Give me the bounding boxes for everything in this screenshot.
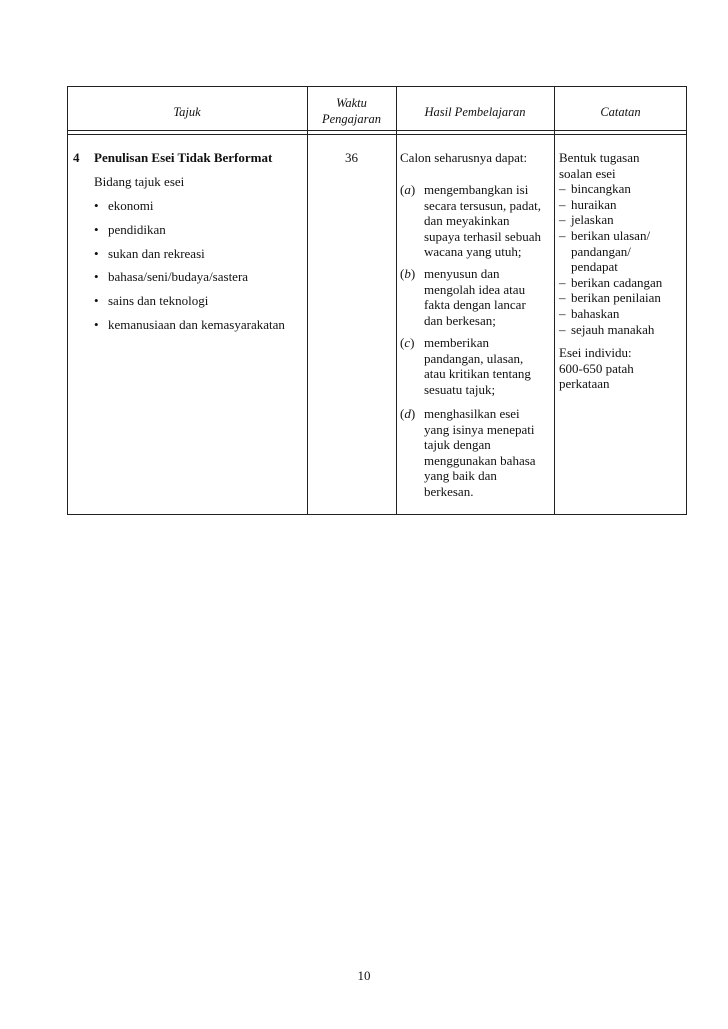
outcome-line: dan berkesan; — [424, 312, 496, 328]
outcome-line: mengembangkan isi — [424, 182, 529, 197]
note-text: huraikan — [571, 196, 617, 212]
outcome-item — [400, 335, 552, 397]
outcome-line: berkesan. — [424, 483, 474, 499]
note-item — [559, 306, 687, 322]
bullet-icon: • — [94, 246, 99, 261]
note-text: berikan cadangan — [571, 274, 663, 290]
column-divider — [554, 86, 555, 515]
outcome-line: sesuatu tajuk; — [424, 381, 496, 397]
dash-icon: – — [559, 290, 566, 306]
note-text: sejauh manakah — [571, 321, 655, 337]
note-text: jelaskan — [571, 212, 614, 228]
notes-intro-line: soalan esei — [559, 165, 616, 181]
outcome-item — [400, 182, 552, 260]
list-item — [94, 222, 166, 238]
note-item — [559, 322, 687, 338]
dash-icon: – — [559, 274, 566, 290]
outcome-tag: (a) — [400, 182, 416, 197]
individual-line: perkataan — [559, 376, 610, 392]
note-item — [559, 181, 687, 197]
outcome-line: mengolah idea atau — [424, 281, 526, 297]
dash-icon: – — [559, 321, 566, 337]
bullet-text: sukan dan rekreasi — [108, 246, 205, 261]
bullet-icon: • — [94, 293, 99, 308]
outcome-line: menghasilkan esei — [424, 406, 520, 421]
bullet-icon: • — [94, 269, 99, 284]
row-number: 4 — [73, 150, 80, 165]
outcome-tag-letter: c — [404, 335, 411, 350]
header-divider — [67, 130, 687, 135]
note-text: bahaskan — [571, 305, 620, 321]
outcome-line: menggunakan bahasa — [424, 452, 536, 468]
note-text: berikan ulasan/ — [571, 227, 651, 243]
notes-cell — [559, 150, 687, 392]
syllabus-table — [67, 86, 687, 515]
teaching-hours: 36 — [345, 150, 358, 165]
note-item — [559, 275, 687, 291]
bullet-text: bahasa/seni/budaya/sastera — [108, 269, 249, 284]
bullet-text: kemanusiaan dan kemasyarakatan — [108, 317, 285, 332]
outcome-line: wacana yang utuh; — [424, 244, 522, 260]
outcome-line: atau kritikan tentang — [424, 366, 531, 382]
notes-intro-line: Bentuk tugasan — [559, 150, 640, 165]
bullet-text: ekonomi — [108, 198, 154, 213]
list-item — [94, 317, 285, 333]
dash-icon: – — [559, 196, 566, 212]
header-hasil: Hasil Pembelajaran — [424, 105, 526, 119]
outcome-line: supaya terhasil sebuah — [424, 228, 541, 244]
topic-subheading: Bidang tajuk esei — [94, 174, 185, 189]
bullet-text: pendidikan — [108, 222, 166, 237]
note-text: berikan penilaian — [571, 290, 661, 306]
header-catatan: Catatan — [600, 105, 641, 119]
list-item — [94, 246, 205, 262]
outcome-tag: (c) — [400, 335, 415, 350]
outcome-line: tajuk dengan — [424, 437, 491, 453]
bullet-icon: • — [94, 317, 99, 332]
outcome-line: memberikan — [424, 335, 489, 350]
dash-icon: – — [559, 305, 566, 321]
outcome-tag-letter: b — [404, 266, 411, 281]
outcome-line: pandangan, ulasan, — [424, 350, 524, 366]
list-item — [94, 293, 208, 309]
individual-essay-note — [559, 345, 687, 392]
note-text: pendapat — [571, 259, 618, 275]
topic-title: Penulisan Esei Tidak Berformat — [94, 150, 273, 165]
outcome-tag: (d) — [400, 406, 416, 421]
outcome-tag-letter: d — [404, 406, 411, 421]
dash-icon: – — [559, 181, 566, 197]
outcome-line: secara tersusun, padat, — [424, 197, 541, 213]
dash-icon: – — [559, 212, 566, 228]
outcome-tag: (b) — [400, 266, 416, 281]
bullet-text: sains dan teknologi — [108, 293, 209, 308]
outcome-line: fakta dengan lancar — [424, 297, 526, 313]
note-text: bincangkan — [571, 181, 631, 197]
outcome-item — [400, 406, 552, 500]
outcome-line: menyusun dan — [424, 266, 500, 281]
note-item — [559, 290, 687, 306]
bullet-icon: • — [94, 198, 99, 213]
header-waktu-line2: Pengajaran — [321, 112, 382, 126]
individual-line: 600-650 patah — [559, 360, 634, 376]
note-item — [559, 228, 687, 275]
header-waktu-line1: Waktu — [336, 96, 367, 110]
dash-icon: – — [559, 227, 566, 243]
outcomes-intro: Calon seharusnya dapat: — [400, 150, 528, 165]
bullet-icon: • — [94, 222, 99, 237]
individual-line: Esei individu: — [559, 345, 632, 361]
header-tajuk: Tajuk — [173, 105, 201, 119]
page-number: 10 — [357, 968, 371, 983]
note-text: pandangan/ — [571, 243, 631, 259]
outcome-line: yang baik dan — [424, 468, 497, 484]
outcome-line: yang isinya menepati — [424, 421, 535, 437]
column-divider — [396, 86, 397, 515]
outcome-tag-letter: a — [404, 182, 411, 197]
header-waktu — [307, 95, 396, 127]
list-item — [94, 198, 154, 214]
outcome-item — [400, 266, 552, 328]
note-item — [559, 197, 687, 213]
outcome-line: dan meyakinkan — [424, 213, 510, 229]
list-item — [94, 269, 248, 285]
note-item — [559, 212, 687, 228]
